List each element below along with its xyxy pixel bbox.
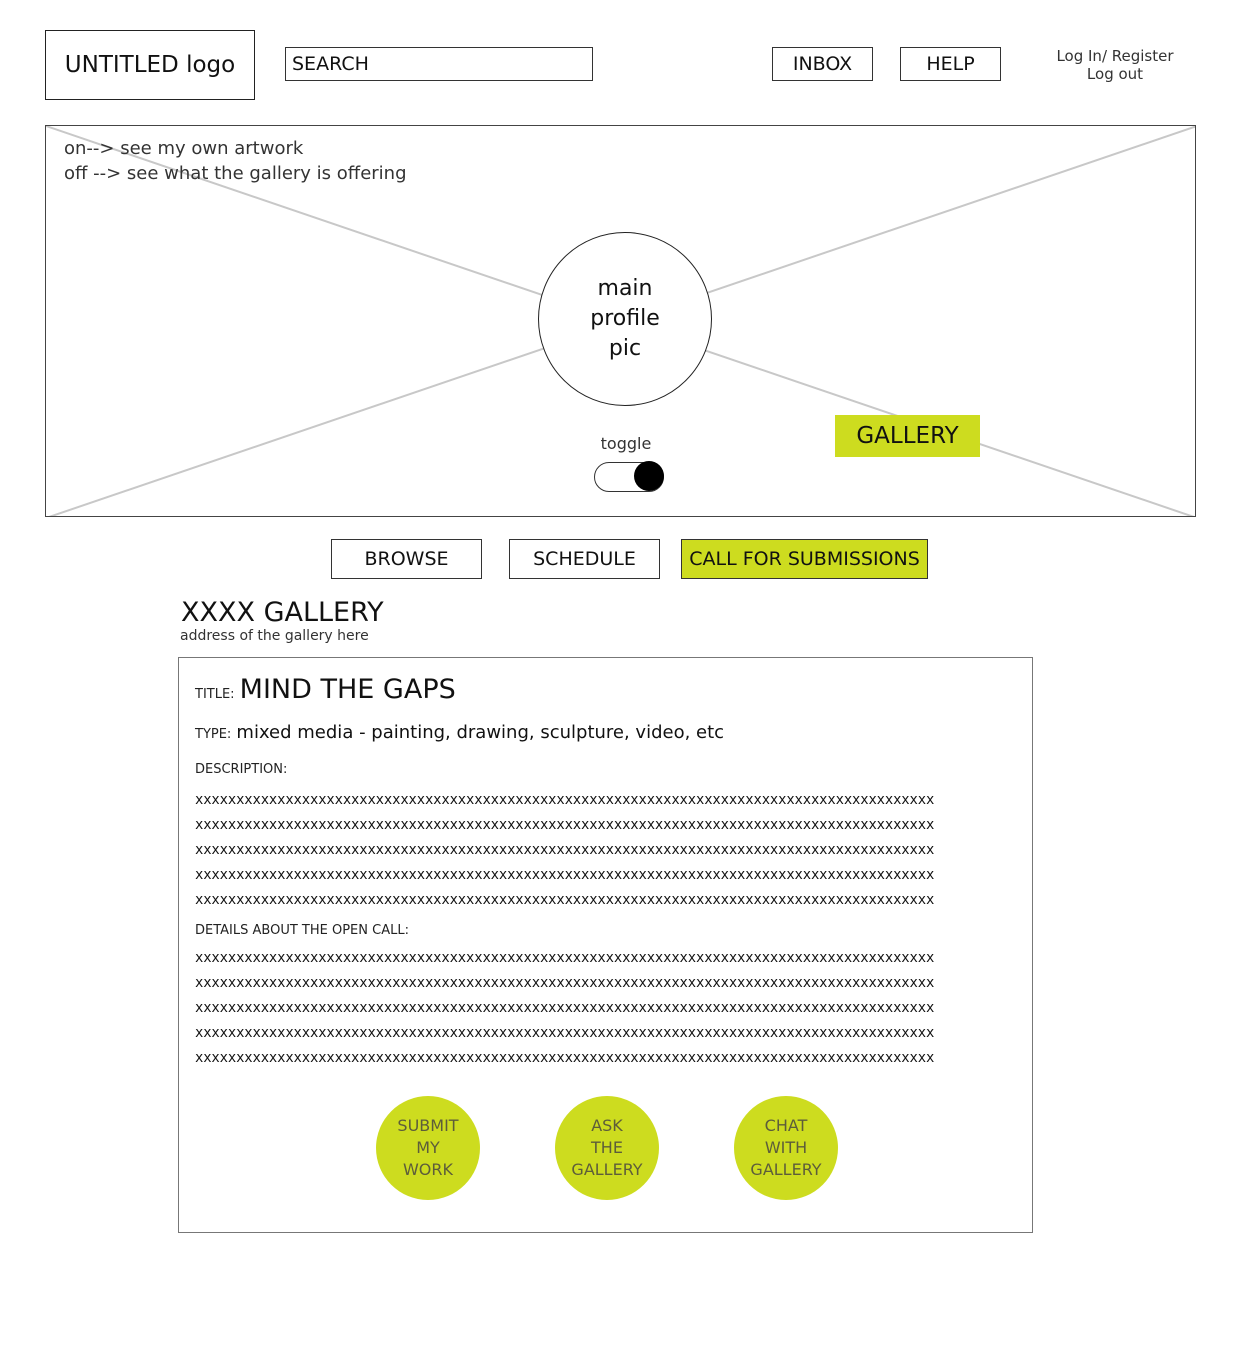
details-line: xxxxxxxxxxxxxxxxxxxxxxxxxxxxxxxxxxxxxxxxxxxxxxxxxxxxxxxxxxxxxxxxxxxxxxxxxxxxxxxxxxxxxxxxxx xyxy=(195,1050,935,1066)
open-call-card xyxy=(178,657,1033,1233)
schedule-label: SCHEDULE xyxy=(533,548,636,570)
description-line: xxxxxxxxxxxxxxxxxxxxxxxxxxxxxxxxxxxxxxxxxxxxxxxxxxxxxxxxxxxxxxxxxxxxxxxxxxxxxxxxxxxxxxxxxx xyxy=(195,817,935,833)
inbox-button[interactable] xyxy=(772,47,873,81)
details-line: xxxxxxxxxxxxxxxxxxxxxxxxxxxxxxxxxxxxxxxxxxxxxxxxxxxxxxxxxxxxxxxxxxxxxxxxxxxxxxxxxxxxxxxxxx xyxy=(195,950,935,966)
chat-gallery-label: CHAT WITH GALLERY xyxy=(750,1116,822,1179)
toggle-knob xyxy=(634,461,664,491)
title-label: TITLE: xyxy=(195,687,235,702)
logo-text: UNTITLED logo xyxy=(64,52,236,78)
description-text xyxy=(195,788,1017,913)
gallery-address: address of the gallery here xyxy=(180,628,369,644)
logout-link[interactable]: Log out xyxy=(1086,65,1144,83)
call-for-submissions-label: CALL FOR SUBMISSIONS xyxy=(689,548,920,570)
call-title: MIND THE GAPS xyxy=(239,674,456,705)
browse-label: BROWSE xyxy=(364,548,449,570)
submit-work-label: SUBMIT MY WORK xyxy=(397,1116,459,1179)
call-for-submissions-button[interactable] xyxy=(681,539,928,579)
auth-links xyxy=(1050,47,1180,83)
logo[interactable] xyxy=(45,30,255,100)
call-type: mixed media - painting, drawing, sculpture, video, etc xyxy=(236,722,725,743)
profile-picture-label: main profile pic xyxy=(590,276,660,361)
description-line: xxxxxxxxxxxxxxxxxxxxxxxxxxxxxxxxxxxxxxxxxxxxxxxxxxxxxxxxxxxxxxxxxxxxxxxxxxxxxxxxxxxxxxxxxx xyxy=(195,792,935,808)
type-label: TYPE: xyxy=(195,727,232,742)
inbox-label: INBOX xyxy=(792,53,853,75)
gallery-name: XXXX GALLERY xyxy=(181,597,384,628)
type-row xyxy=(195,722,724,743)
help-button[interactable] xyxy=(900,47,1001,81)
schedule-button[interactable] xyxy=(509,539,660,579)
chat-gallery-button[interactable] xyxy=(734,1096,838,1200)
description-line: xxxxxxxxxxxxxxxxxxxxxxxxxxxxxxxxxxxxxxxxxxxxxxxxxxxxxxxxxxxxxxxxxxxxxxxxxxxxxxxxxxxxxxxxxx xyxy=(195,867,935,883)
details-line: xxxxxxxxxxxxxxxxxxxxxxxxxxxxxxxxxxxxxxxxxxxxxxxxxxxxxxxxxxxxxxxxxxxxxxxxxxxxxxxxxxxxxxxxxx xyxy=(195,1025,935,1041)
title-row xyxy=(195,674,456,705)
search-input[interactable] xyxy=(285,47,593,81)
details-line: xxxxxxxxxxxxxxxxxxxxxxxxxxxxxxxxxxxxxxxxxxxxxxxxxxxxxxxxxxxxxxxxxxxxxxxxxxxxxxxxxxxxxxxxxx xyxy=(195,975,935,991)
gallery-badge-label: GALLERY xyxy=(856,423,959,449)
help-label: HELP xyxy=(926,53,975,75)
submit-work-button[interactable] xyxy=(376,1096,480,1200)
browse-button[interactable] xyxy=(331,539,482,579)
description-label: DESCRIPTION: xyxy=(195,762,288,777)
gallery-badge xyxy=(835,415,980,457)
details-text xyxy=(195,946,1017,1071)
toggle-mode-notes xyxy=(64,136,407,186)
ask-gallery-label: ASK THE GALLERY xyxy=(571,1116,643,1179)
ask-gallery-button[interactable] xyxy=(555,1096,659,1200)
profile-picture[interactable] xyxy=(538,232,712,406)
description-line: xxxxxxxxxxxxxxxxxxxxxxxxxxxxxxxxxxxxxxxxxxxxxxxxxxxxxxxxxxxxxxxxxxxxxxxxxxxxxxxxxxxxxxxxxx xyxy=(195,892,935,908)
details-line: xxxxxxxxxxxxxxxxxxxxxxxxxxxxxxxxxxxxxxxxxxxxxxxxxxxxxxxxxxxxxxxxxxxxxxxxxxxxxxxxxxxxxxxxxx xyxy=(195,1000,935,1016)
note-on: on--> see my own artwork xyxy=(64,138,304,159)
details-label: DETAILS ABOUT THE OPEN CALL: xyxy=(195,923,409,938)
view-mode-toggle[interactable] xyxy=(594,462,664,492)
toggle-label: toggle xyxy=(600,434,652,453)
cover-image-placeholder xyxy=(45,125,1196,517)
login-register-link[interactable]: Log In/ Register xyxy=(1056,47,1174,65)
description-line: xxxxxxxxxxxxxxxxxxxxxxxxxxxxxxxxxxxxxxxxxxxxxxxxxxxxxxxxxxxxxxxxxxxxxxxxxxxxxxxxxxxxxxxxxx xyxy=(195,842,935,858)
note-off: off --> see what the gallery is offering xyxy=(64,163,407,184)
